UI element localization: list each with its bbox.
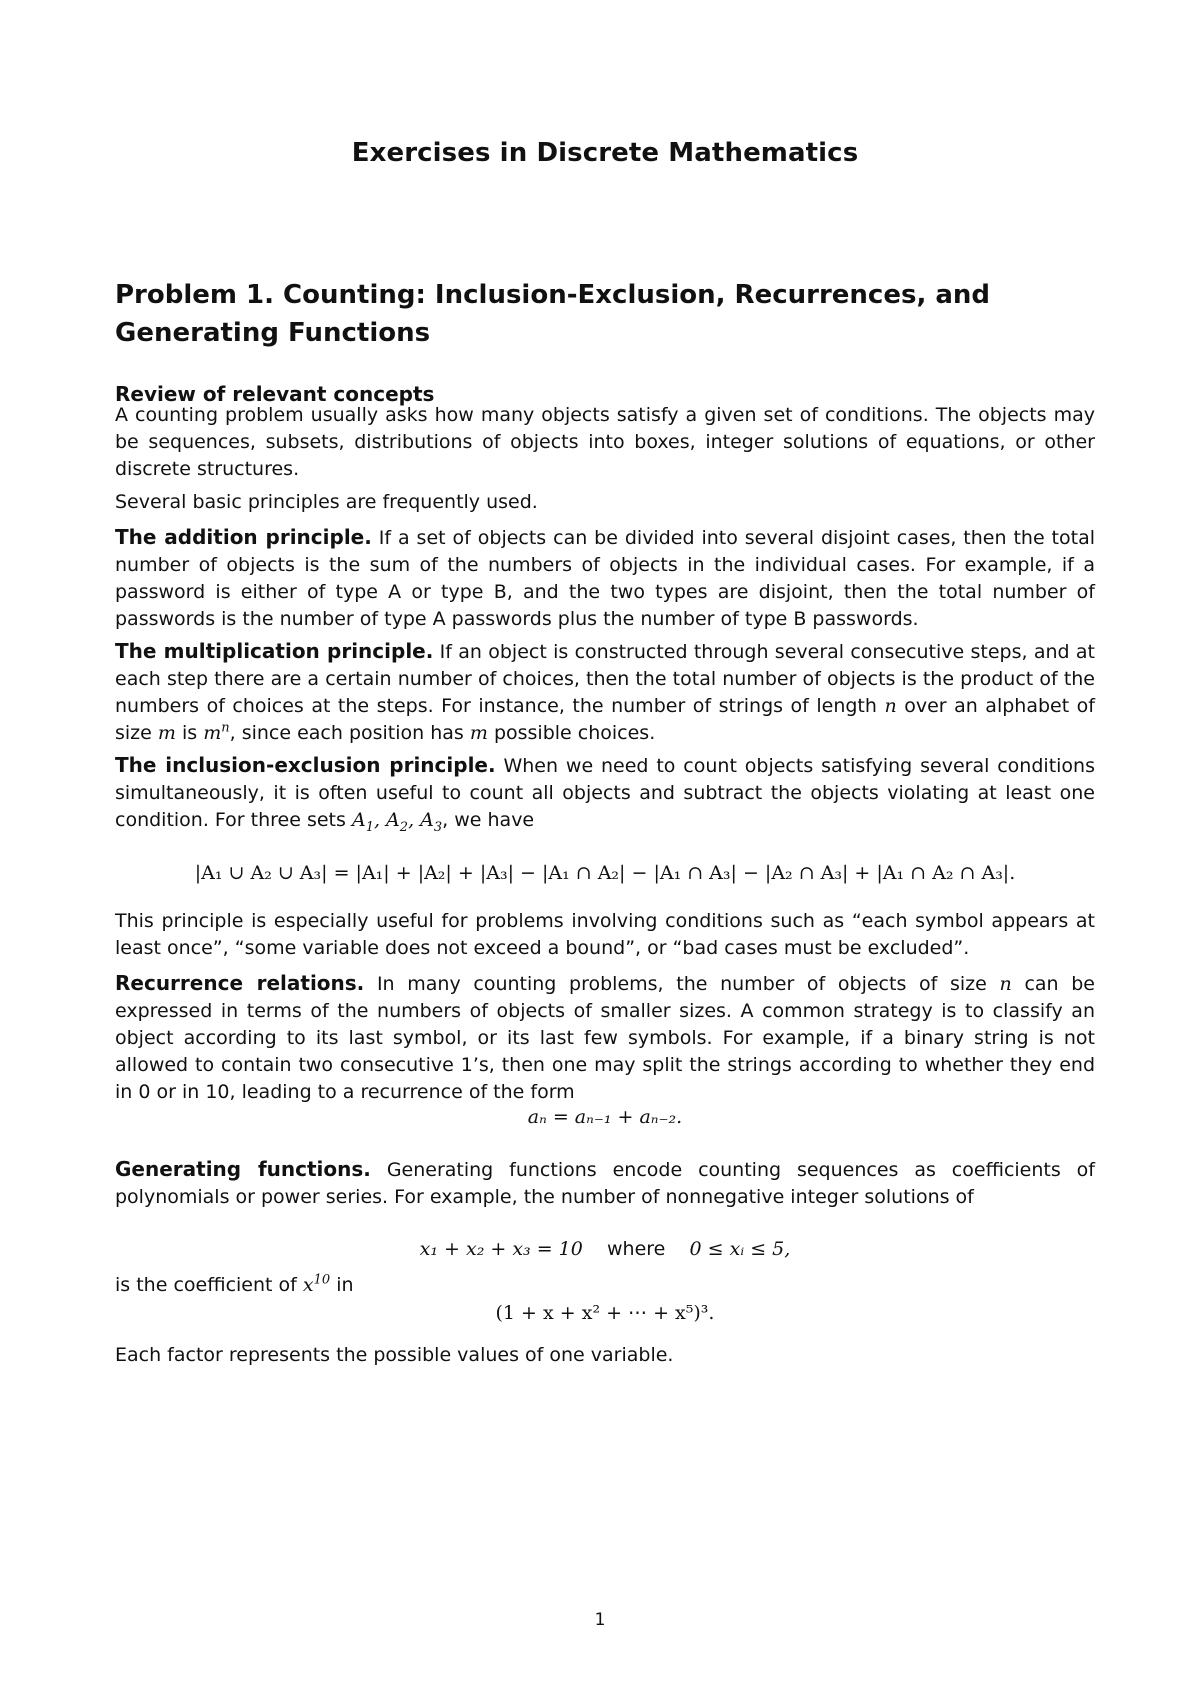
sets-list: $A_1$, $A_2$, $A_3$	[351, 809, 443, 835]
inclusion-exclusion-equation: |A₁ ∪ A₂ ∪ A₃| = |A₁| + |A₂| + |A₃| − |A₁ ∩ A₂| − |A₁ ∩ A₃| − |A₂ ∩ A₃| + |A₁ ∩ A₂ ∩ A₃|.	[194, 862, 1016, 884]
basic-paragraph: Several basic principles are frequently used.	[115, 491, 538, 513]
page-number: 1	[594, 1610, 606, 1630]
gf-coefficient-text: is the coefficient of $x^{10}$ in	[115, 1272, 354, 1296]
gf-final-paragraph: Each factor represents the possible values of one variable.	[115, 1344, 674, 1366]
addition-text: If a set of objects can be divided into several disjoint cases, then the total number of objects is the sum of the numbers of objects in the individual cases. For example, if a password is either of type A or type B, and the two types are disjoint, then the total number of passwords is the number of type A passwords plus the number of type B passwords.	[115, 527, 1096, 630]
multiplication-principle-paragraph: The multiplication principle. If an object is constructed through several consecutive steps, and at each step there are a certain number of choices, then the total number of objects is the product of the numbers of choices at the steps. For instance, the number of strings of length n over an alphabet of size m is $m^n$, since each position has m possible choices.	[115, 639, 1095, 744]
gf-equation-2: (1 + x + x² + ⋯ + x⁵)³.	[495, 1302, 715, 1324]
rec-lead: Recurrence relations.	[115, 971, 365, 995]
addition-principle-paragraph	[115, 524, 1095, 633]
recurrence-paragraph: Recurrence relations. In many counting problems, the number of objects of size n can be expressed in terms of the numbers of objects of smaller sizes. A common strategy is to classify an object according to its last symbol, or its last few symbols. For example, if a binary string is not allowed to contain two consecutive 1’s, then one may split the strings according to whether they end in 0 or in 10, leading to a recurrence of the form	[115, 971, 1095, 1103]
intro-paragraph: A counting problem usually asks how many objects satisfy a given set of conditions. The objects may be sequences, subsets, distributions of objects into boxes, integer solutions of equations, or other discrete structures.	[115, 404, 1095, 480]
recurrence-equation: aₙ = aₙ₋₁ + aₙ₋₂.	[527, 1106, 683, 1128]
m-to-n: $m^n$	[203, 720, 230, 744]
inclusion-exclusion-paragraph: The inclusion-exclusion principle. When we need to count objects satisfying several conditions simultaneously, it is often useful to count all objects and subtract the objects violating at least one condition. For three sets $A_1$, $A_2$, $A_3$, we have	[115, 753, 1095, 835]
addition-lead: The addition principle.	[115, 525, 372, 549]
problem-title: Problem 1. Counting: Inclusion-Exclusion, Recurrences, and Generating Functions	[115, 280, 991, 348]
section-heading: Review of relevant concepts	[115, 382, 435, 406]
ie-after-paragraph: This principle is especially useful for problems involving conditions such as “each symbol appears at least once”, “some variable does not exceed a bound”, or “bad cases must be excluded”.	[115, 910, 1095, 959]
document-title: Exercises in Discrete Mathematics	[351, 138, 859, 168]
gf-lead: Generating functions.	[115, 1157, 371, 1181]
mult-lead: The multiplication principle.	[115, 639, 434, 663]
var-n: n	[884, 695, 897, 717]
gf-equation-1: x₁ + x₂ + x₃ = 10 where 0 ≤ xᵢ ≤ 5,	[419, 1238, 791, 1260]
ie-lead: The inclusion-exclusion principle.	[115, 753, 496, 777]
generating-functions-paragraph: Generating functions. Generating functions encode counting sequences as coefficients of polynomials or power series. For example, the number of nonnegative integer solutions of	[115, 1157, 1095, 1208]
